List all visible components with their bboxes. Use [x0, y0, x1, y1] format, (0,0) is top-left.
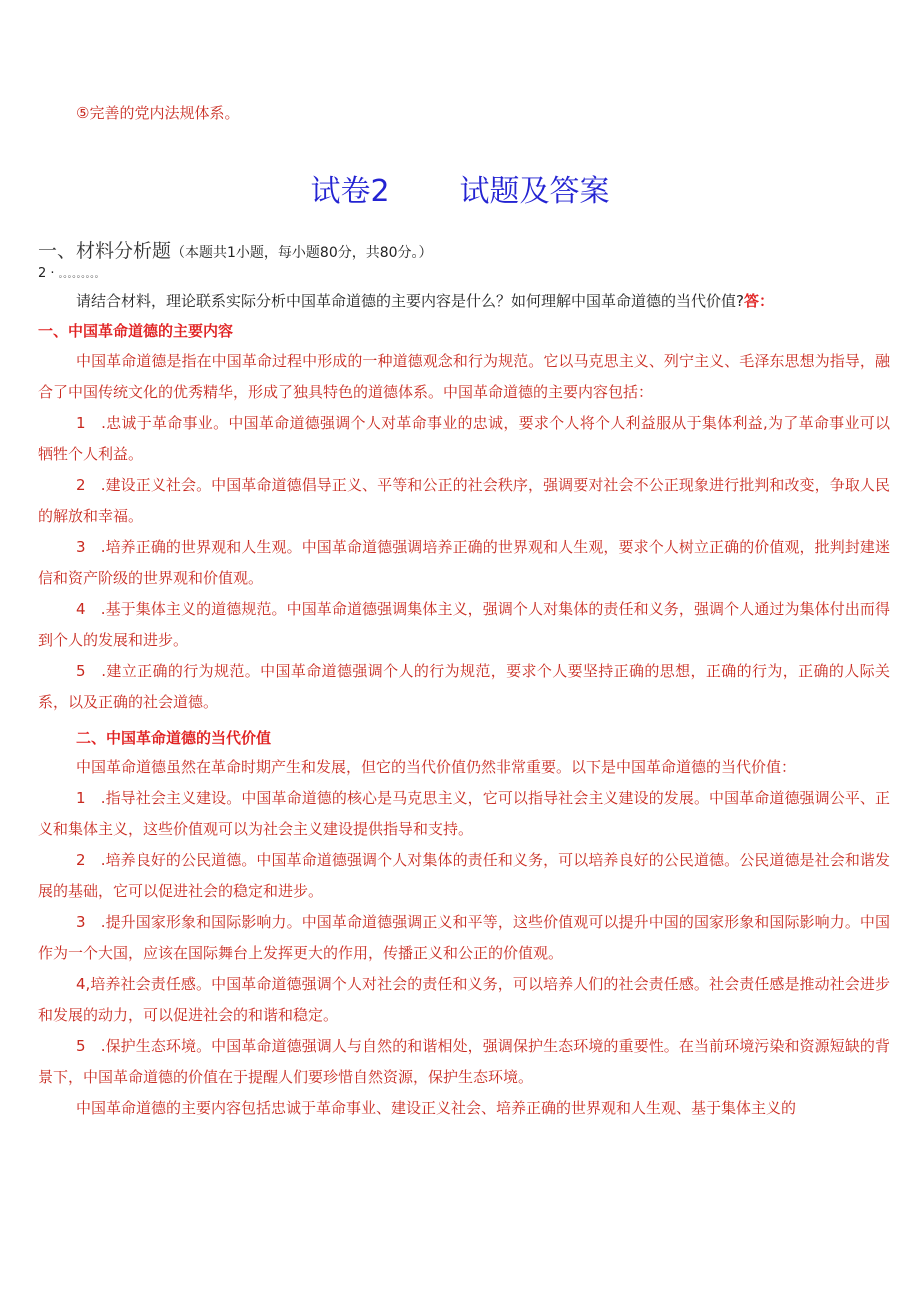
- value-item-1: 1 .指导社会主义建设。中国革命道德的核心是马克思主义，它可以指导社会主义建设的发展。中国革命道德强调公平、正义和集体主义，这些价值观可以为社会主义建设提供指导和支持。: [38, 789, 890, 838]
- page-title: [0, 166, 920, 210]
- value-item-3: 3 .提升国家形象和国际影响力。中国革命道德强调正义和平等，这些价值观可以提升中国的国家形象和国际影响力。中国作为一个大国，应该在国际舞台上发挥更大的作用，传播正义和公正的价值观。: [38, 913, 890, 962]
- heading-main-contents: 一、中国革命道德的主要内容: [38, 322, 234, 340]
- question-text: 请结合材料，理论联系实际分析中国革命道德的主要内容是什么？如何理解中国革命道德的当代价值?答：: [76, 292, 774, 310]
- value-item-4: 4,培养社会责任感。中国革命道德强调个人对社会的责任和义务，可以培养人们的社会责任感。社会责任感是推动社会进步和发展的动力，可以促进社会的和谐和稳定。: [38, 975, 890, 1024]
- section-main: 一、材料分析题: [38, 240, 172, 262]
- title-left: 试卷2: [310, 174, 390, 209]
- answer-label: 答：: [743, 292, 774, 310]
- value-item-5: 5 .保护生态环境。中国革命道德强调人与自然的和谐相处，强调保护生态环境的重要性。在当前环境污染和资源短缺的背景下，中国革命道德的价值在于提醒人们要珍惜自然资源，保护生态环境。: [38, 1037, 890, 1086]
- content-item-1: 1 .忠诚于革命事业。中国革命道德强调个人对革命事业的忠诚，要求个人将个人利益服从于集体利益,为了革命事业可以牺牲个人利益。: [38, 414, 890, 463]
- closing-paragraph: 中国革命道德的主要内容包括忠诚于革命事业、建设正义社会、培养正确的世界观和人生观、基于集体主义的: [76, 1099, 797, 1117]
- content-item-3: 3 .培养正确的世界观和人生观。中国革命道德强调培养正确的世界观和人生观，要求个人树立正确的价值观，批判封建迷信和资产阶级的世界观和价值观。: [38, 538, 890, 587]
- content-item-5: 5 .建立正确的行为规范。中国革命道德强调个人的行为规范，要求个人要坚持正确的思想，正确的行为，正确的人际关系，以及正确的社会道德。: [38, 662, 890, 711]
- question-number: 2 · 。。。。。。。。。: [38, 266, 104, 281]
- section-sub: （本题共1小题，每小题80分，共80分。）: [171, 245, 433, 261]
- content-item-4: 4 .基于集体主义的道德规范。中国革命道德强调集体主义，强调个人对集体的责任和义务，强调个人通过为集体付出而得到个人的发展和进步。: [38, 600, 890, 649]
- intro-contents: 中国革命道德是指在中国革命过程中形成的一种道德观念和行为规范。它以马克思主义、列宁主义、毛泽东思想为指导，融合了中国传统文化的优秀精华，形成了独具特色的道德体系。中国革命道德的主要内容包括：: [38, 352, 890, 401]
- section-heading: [38, 236, 433, 263]
- value-item-2: 2 .培养良好的公民道德。中国革命道德强调个人对集体的责任和义务，可以培养良好的公民道德。公民道德是社会和谐发展的基础，它可以促进社会的稳定和进步。: [38, 851, 890, 900]
- title-right: 试题及答案: [459, 174, 610, 209]
- heading-contemporary-value: 二、中国革命道德的当代价值: [76, 729, 272, 747]
- intro-values: 中国革命道德虽然在革命时期产生和发展，但它的当代价值仍然非常重要。以下是中国革命道德的当代价值：: [76, 758, 797, 776]
- previous-answer-line: ⑤完善的党内法规体系。: [76, 104, 240, 122]
- content-item-2: 2 .建设正义社会。中国革命道德倡导正义、平等和公正的社会秩序，强调要对社会不公正现象进行批判和改变，争取人民的解放和幸福。: [38, 476, 890, 525]
